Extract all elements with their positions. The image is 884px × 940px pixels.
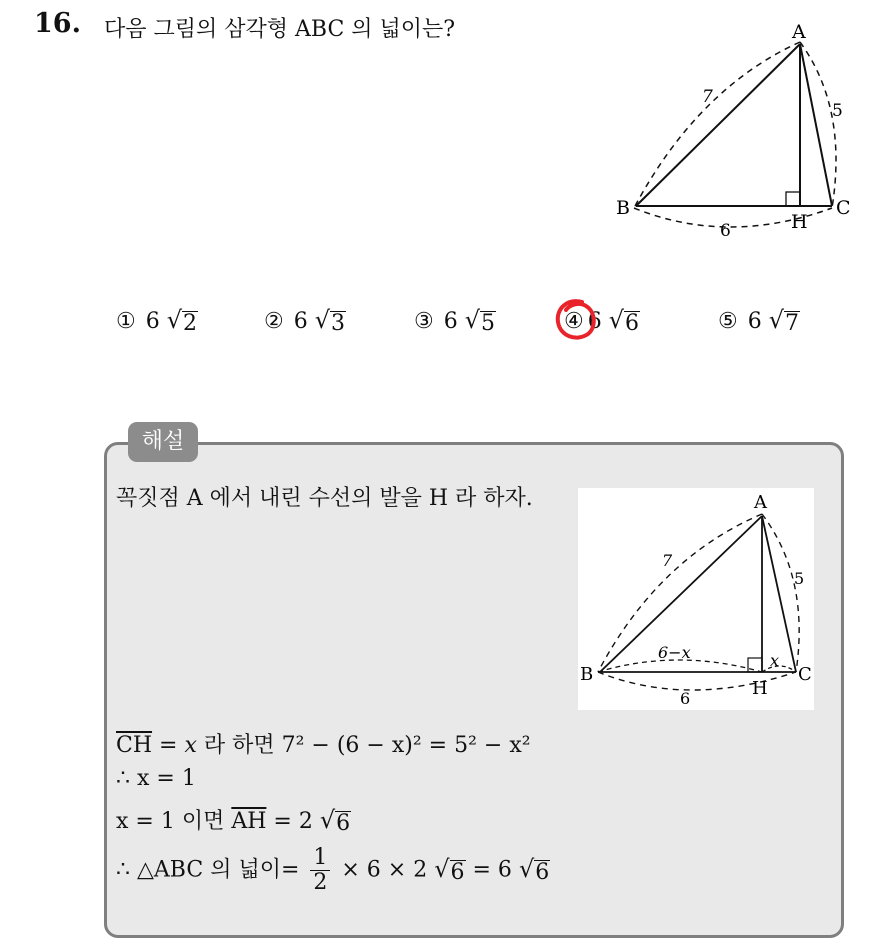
- choice-number: ⑤: [718, 309, 738, 334]
- equation-text: 라 하면 7² − (6 − x)² = 5² − x²: [196, 733, 531, 758]
- answer-circle-mark-icon: [552, 296, 600, 346]
- choice-number: ④: [564, 309, 584, 334]
- choice-coef: 6: [293, 309, 308, 334]
- sqrt-symbol: √ 7: [768, 306, 800, 336]
- sqrt-symbol: √ 6: [608, 306, 640, 336]
- sqrt-symbol: √ 5: [464, 306, 496, 336]
- solution-line-2: ∴ x = 1: [116, 766, 196, 791]
- choice-coef: 6: [747, 309, 762, 334]
- segment-ah: $\overline{AH}$: [231, 809, 267, 834]
- choice-coef: 6: [587, 309, 602, 334]
- solution-intro: 꼭짓점 A 에서 내린 수선의 발을 H 라 하자.: [116, 486, 533, 511]
- fraction-half: $\frac{1}{2}$: [310, 846, 330, 895]
- length-bc: 6: [720, 221, 731, 241]
- variable-x: x: [184, 733, 197, 758]
- length-ab: 7: [702, 87, 713, 107]
- solution-tag: 해설: [128, 422, 198, 462]
- line4-eq: = 6: [465, 857, 512, 883]
- line3-pre: x = 1 이면: [116, 809, 232, 834]
- solution-line-3: [116, 804, 351, 835]
- triangle-figure: [608, 18, 858, 248]
- line4-mid: × 6 × 2: [334, 857, 428, 883]
- sqrt-symbol: √ 6: [319, 806, 351, 836]
- choice-number: ①: [116, 309, 136, 334]
- line3-post: = 2: [266, 809, 313, 834]
- length-ab: 7: [662, 551, 673, 570]
- label-a: A: [754, 492, 767, 513]
- choice-number: ③: [414, 309, 434, 334]
- choice-coef: 6: [443, 309, 458, 334]
- length-bh: 6−x: [658, 643, 691, 662]
- length-ac: 5: [832, 101, 843, 121]
- sqrt-symbol: √ 2: [166, 306, 198, 336]
- label-c: C: [836, 197, 851, 219]
- sqrt-symbol: √ 6: [518, 854, 550, 885]
- sqrt-symbol: √ 3: [314, 306, 346, 336]
- choice-5[interactable]: [718, 308, 800, 335]
- choice-number: ②: [264, 309, 284, 334]
- solution-triangle-figure: [578, 488, 814, 710]
- segment-ch: $\overline{CH}$: [116, 733, 153, 758]
- solution-line-1: [116, 728, 531, 759]
- label-a: A: [792, 21, 806, 43]
- choice-coef: 6: [145, 309, 160, 334]
- label-b: B: [580, 664, 594, 685]
- sqrt-symbol: √ 6: [434, 854, 465, 885]
- question-number: 16.: [34, 8, 81, 39]
- label-h: H: [752, 678, 768, 699]
- label-b: B: [616, 197, 630, 219]
- solution-line-4: [116, 846, 550, 895]
- choice-1[interactable]: [116, 308, 198, 335]
- length-bc: 6: [680, 689, 691, 708]
- choice-2[interactable]: [264, 308, 346, 335]
- choice-3[interactable]: [414, 308, 496, 335]
- length-hc: x: [770, 651, 780, 670]
- label-h: H: [791, 211, 808, 233]
- equals: =: [152, 733, 185, 758]
- label-c: C: [798, 664, 812, 685]
- line4-pre: ∴ △ABC 의 넓이=: [116, 857, 307, 883]
- length-ac: 5: [794, 569, 805, 588]
- question-text: 다음 그림의 삼각형 ABC 의 넓이는?: [104, 17, 456, 42]
